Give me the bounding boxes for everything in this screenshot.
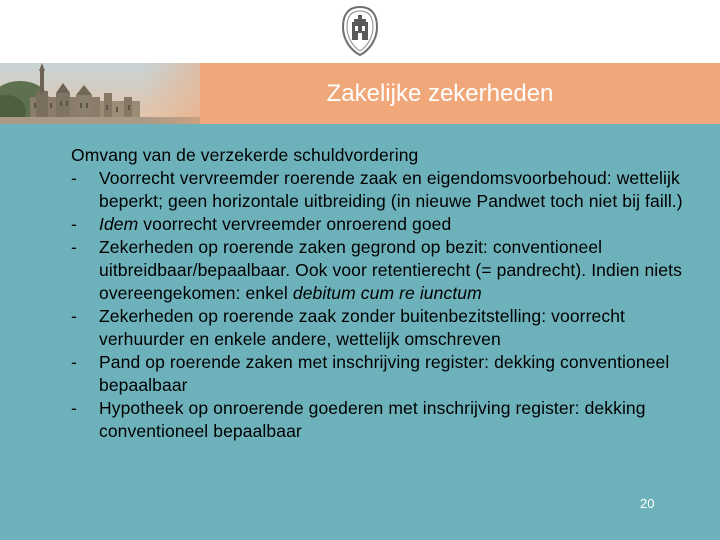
bullet-text: Zekerheden op roerende zaak zonder buitenbezitstelling: voorrecht verhuurder en enkele andere, wettelijk omschreven xyxy=(99,306,625,349)
bullet-dash: - xyxy=(71,306,77,326)
bullet-item xyxy=(71,167,691,213)
bullet-list xyxy=(71,167,691,443)
slide-content xyxy=(71,144,691,443)
bullet-item xyxy=(71,236,691,305)
bullet-text: Voorrecht vervreemder roerende zaak en eigendomsvoorbehoud: wettelijk beperkt; geen horizontale uitbreiding (in nieuwe Pandwet toch niet bij faill.) xyxy=(99,168,683,211)
bullet-dash: - xyxy=(71,168,77,188)
bullet-text: voorrecht vervreemder onroerend goed xyxy=(138,214,452,234)
bullet-text: Zekerheden op roerende zaken gegrond op bezit: conventioneel uitbreidbaar/bepaalbaar. Ook voor retentierecht (= pandrecht). Indien niets overeengekomen: enkel xyxy=(99,237,682,303)
bullet-item xyxy=(71,351,691,397)
bullet-dash: - xyxy=(71,237,77,257)
bullet-item xyxy=(71,397,691,443)
slide-title: Zakelijke zekerheden xyxy=(326,80,554,107)
content-area xyxy=(0,124,720,540)
bullet-dash: - xyxy=(71,214,77,234)
page-number: 20 xyxy=(640,496,655,511)
lead-line: Omvang van de verzekerde schuldvordering xyxy=(71,145,419,165)
bullet-text-italic: debitum cum re iunctum xyxy=(292,283,482,303)
bullet-dash: - xyxy=(71,398,77,418)
bullet-text: Hypotheek op onroerende goederen met inschrijving register: dekking conventioneel bepaalbaar xyxy=(99,398,646,441)
bullet-item xyxy=(71,305,691,351)
header-band xyxy=(0,63,720,124)
bullet-text: Pand op roerende zaken met inschrijving register: dekking conventioneel bepaalbaar xyxy=(99,352,670,395)
university-seal-icon xyxy=(340,5,380,57)
header-photo-fade xyxy=(0,63,260,124)
top-bar xyxy=(0,0,720,63)
bullet-item xyxy=(71,213,691,236)
bullet-dash: - xyxy=(71,352,77,372)
bullet-text-italic: Idem xyxy=(99,214,139,234)
